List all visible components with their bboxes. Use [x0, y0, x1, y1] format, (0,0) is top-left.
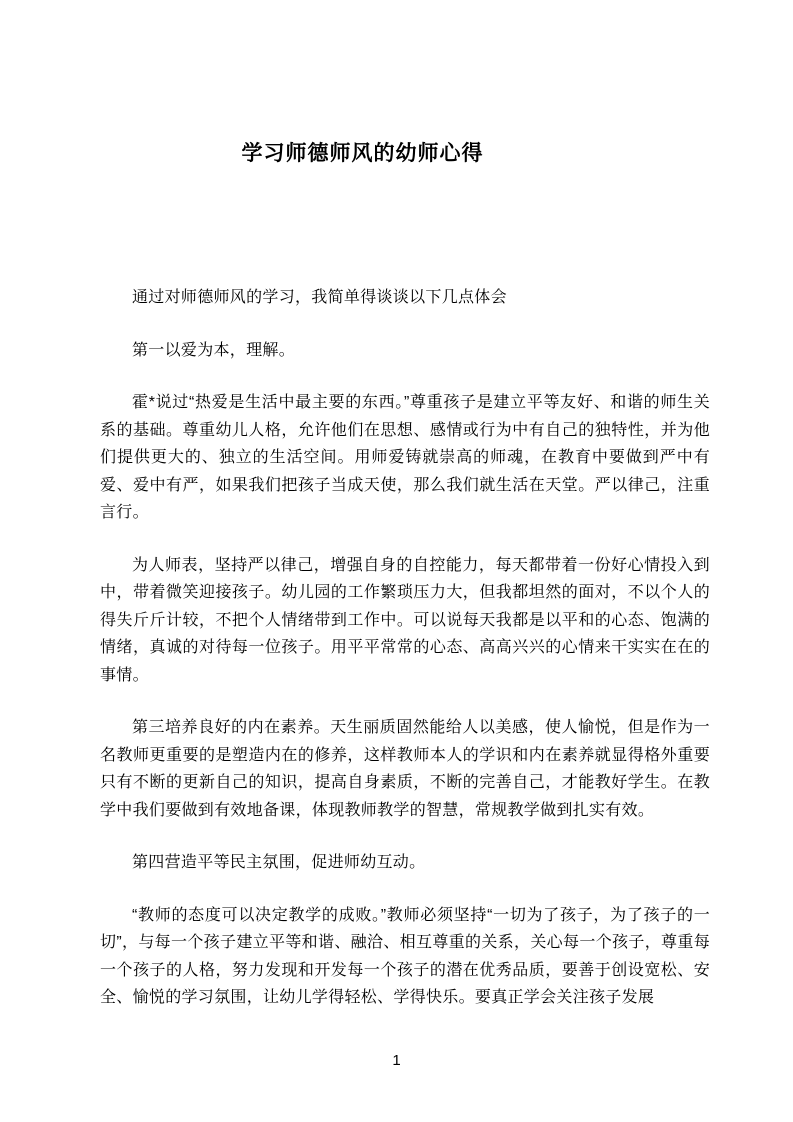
- intro-paragraph: 通过对师德师风的学习，我简单得谈谈以下几点体会: [132, 289, 507, 306]
- point-four-paragraph: “教师的态度可以决定教学的成败。”教师必须坚持“一切为了孩子，为了孩子的一切”，与每一个孩子建立平等和谐、融洽、相互尊重的关系，关心每一个孩子，尊重每一个孩子的人格，努力发现和开发每一个孩子的潜在优秀品质，要善于创设宽松、安全、愉悦的学习氛围，让幼儿学得轻松、学得快乐。要真正学会关注孩子发展: [100, 906, 710, 1006]
- self-discipline-paragraph: 为人师表，坚持严以律己，增强自身的自控能力，每天都带着一份好心情投入到中，带着微笑迎接孩子。幼儿园的工作繁琐压力大，但我都坦然的面对，不以个人的得失斤斤计较，不把个人情绪带到工作中。可以说每天我都是以平和的心态、饱满的情绪，真诚的对待每一位孩子。用平平常常的心态、高高兴兴的心情来干实实在在的事情。: [100, 556, 710, 684]
- point-one-heading-paragraph: 第一以爱为本，理解。: [132, 341, 296, 359]
- document-body: [0, 284, 793, 1012]
- point-one-paragraph: 霍*说过“热爱是生活中最主要的东西。”尊重孩子是建立平等友好、和谐的师生关系的基础。尊重幼儿人格，允许他们在思想、感情或行为中有自己的独特性，并为他们提供更大的、独立的生活空间。用师爱铸就崇高的师魂，在教育中要做到严中有爱、爱中有严，如果我们把孩子当成天使，那么我们就生活在天堂。严以律己，注重言行。: [100, 394, 710, 521]
- page-footer: [0, 1050, 793, 1072]
- point-three-paragraph: 第三培养良好的内在素养。天生丽质固然能给人以美感，使人愉悦，但是作为一名教师更重要的是塑造内在的修养，这样教师本人的学识和内在素养就显得格外重要只有不断的更新自己的知识，提高自身素质，不断的完善自己，才能教好学生。在教学中我们要做到有效地备课，体现教师教学的智慧，常规教学做到扎实有效。: [100, 719, 710, 819]
- document-title: 学习师德师风的幼师心得: [241, 142, 484, 165]
- point-four-heading-paragraph: 第四营造平等民主氛围，促进师幼互动。: [132, 854, 426, 871]
- page-number: 1: [392, 1052, 401, 1069]
